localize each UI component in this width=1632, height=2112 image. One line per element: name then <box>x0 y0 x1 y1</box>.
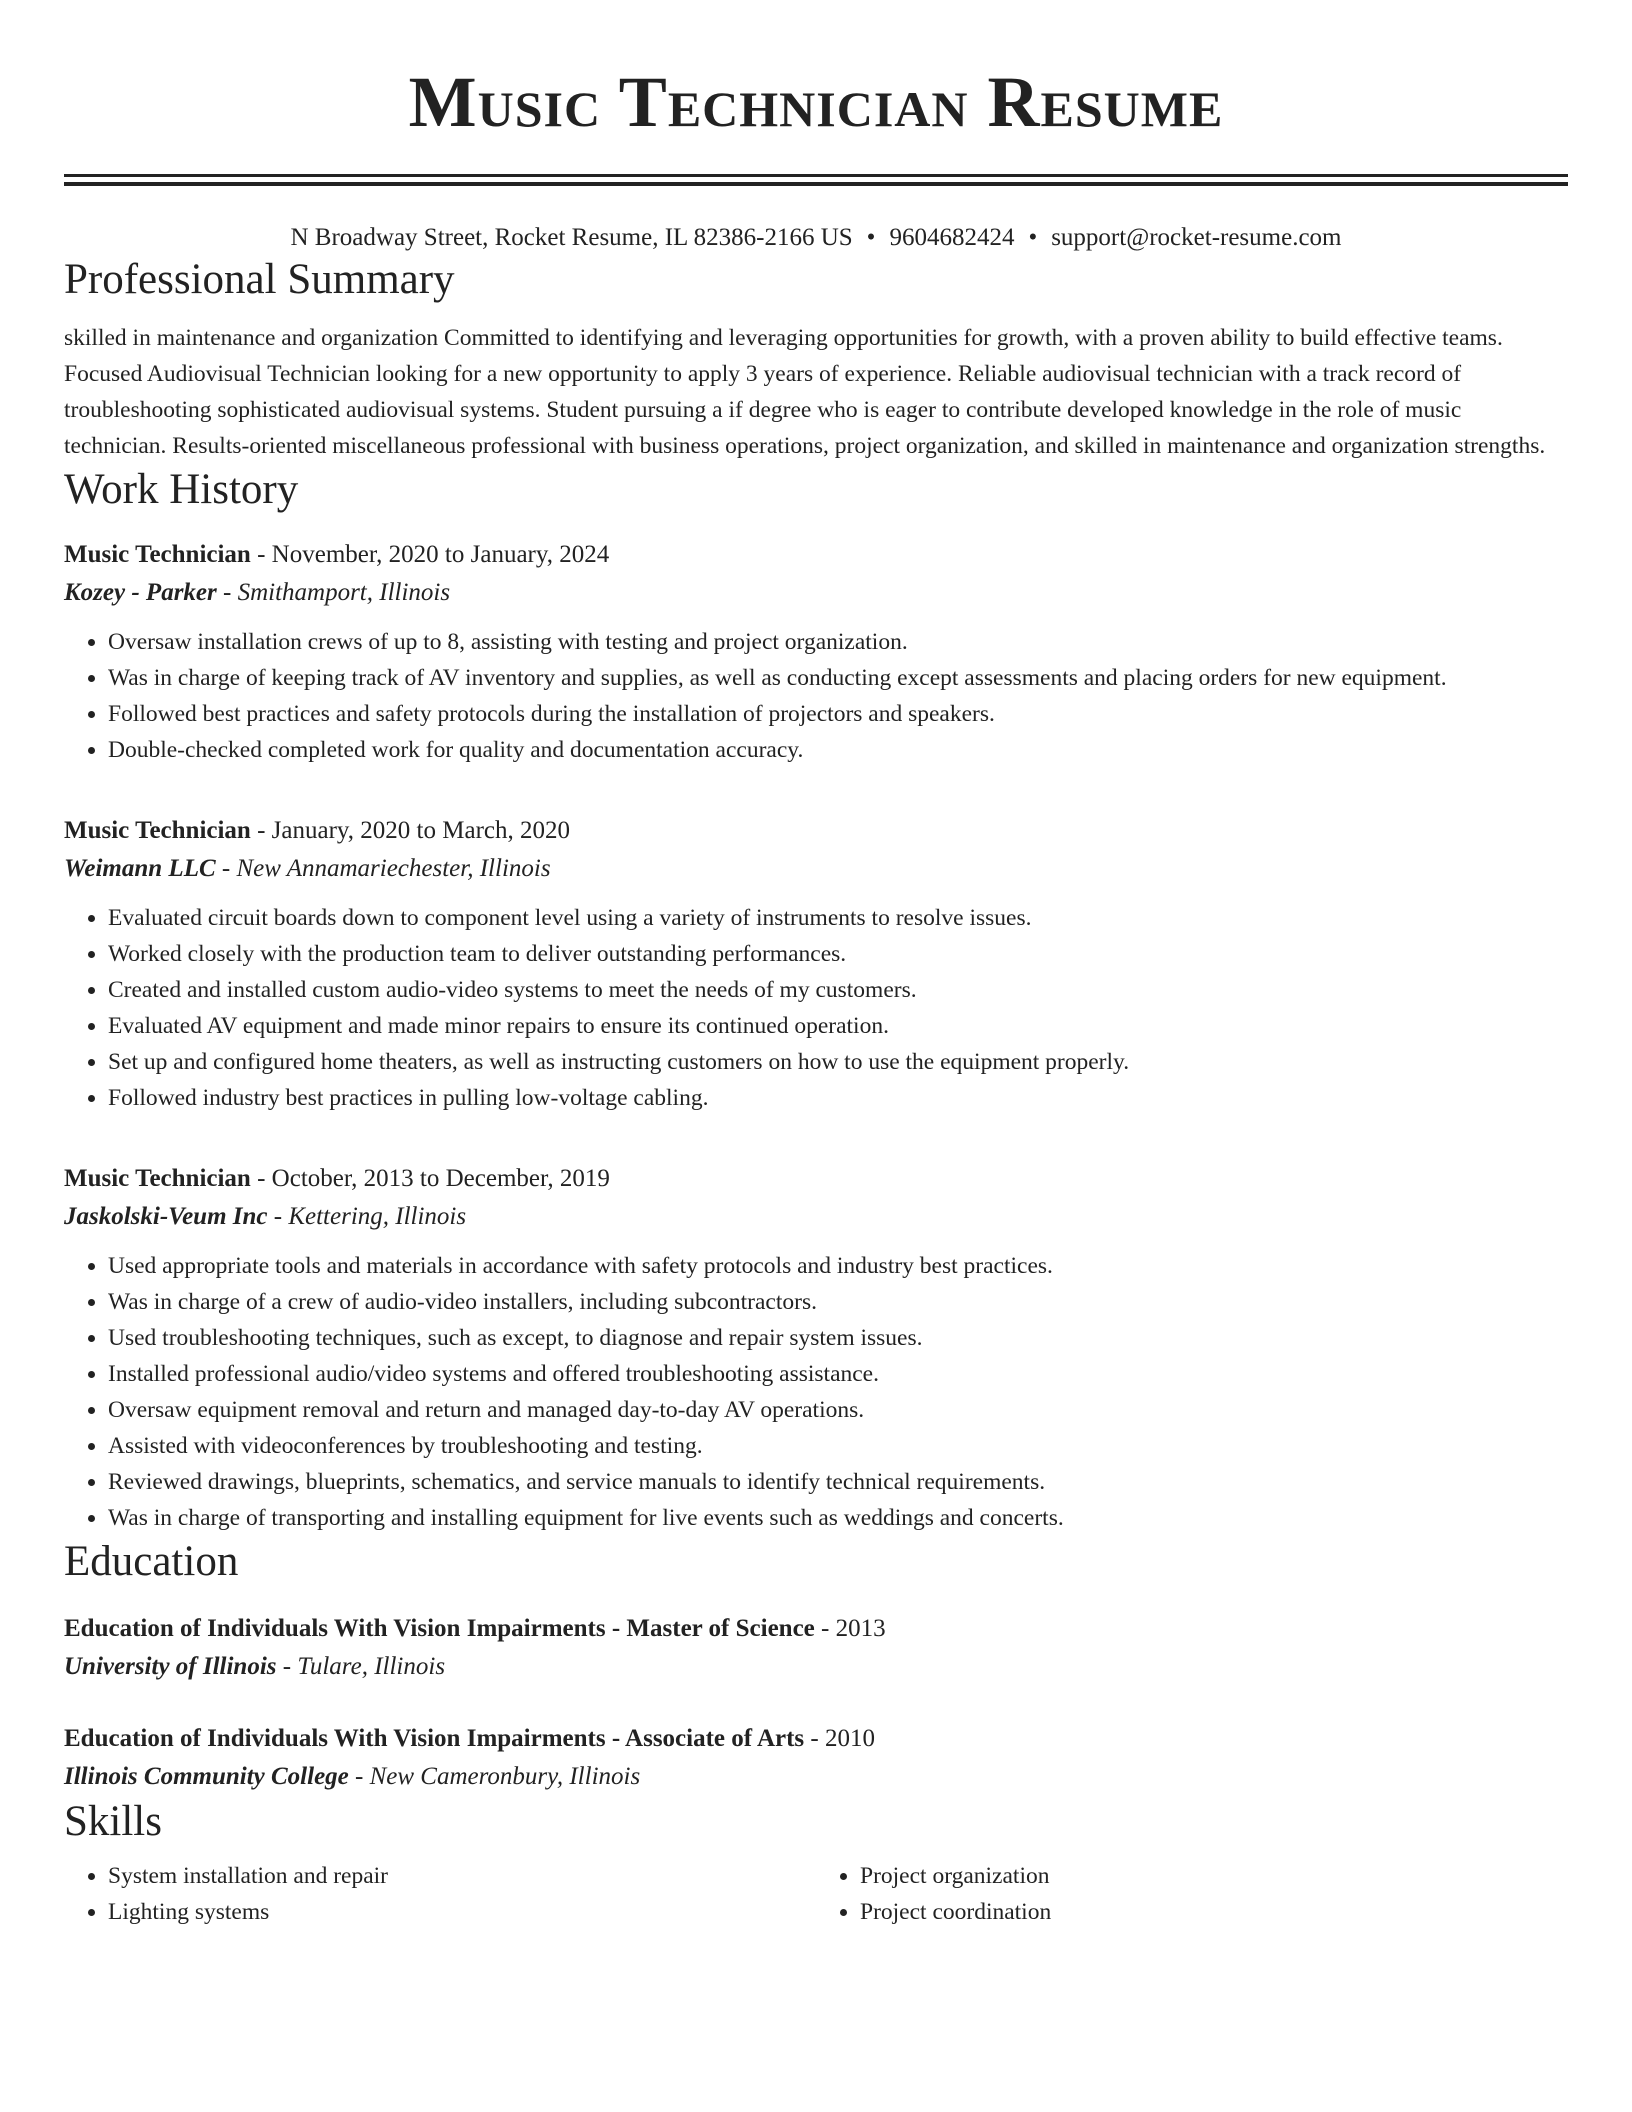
job-title: Music Technician <box>64 1165 251 1192</box>
education-entry <box>64 1610 1568 1686</box>
list-item: • Evaluated AV equipment and made minor repairs to ensure its continued operation. <box>108 1008 1568 1044</box>
work-history-heading: Work History <box>64 466 299 513</box>
skills-heading: Skills <box>64 1798 162 1845</box>
summary-text: skilled in maintenance and organization Committed to identifying and leveraging opportunities for growth, with a proven ability to build effective teams. Focused Audiovisual Technician looking for a new opportunity to apply 3 years of experience. Reliable audiovisual technician with a track record of troubleshooting sophisticated audiovisual systems. Student pursuing a if degree who is eager to contribute developed knowledge in the role of music technician. Results-oriented miscellaneous professional with business operations, project organization, and skilled in maintenance and organization strengths. <box>64 325 1546 459</box>
company-line <box>64 1198 1568 1236</box>
company-name: Jaskolski-Veum Inc <box>64 1203 268 1230</box>
degree-line <box>64 1610 1568 1648</box>
list-item: • Used troubleshooting techniques, such as except, to diagnose and repair system issues. <box>108 1320 1568 1356</box>
degree-line <box>64 1720 1568 1758</box>
job-dates: - October, 2013 to December, 2019 <box>250 1165 610 1192</box>
list-item: • Oversaw equipment removal and return and managed day-to-day AV operations. <box>108 1392 1568 1428</box>
degree-year: - 2010 <box>804 1725 875 1752</box>
list-item: • Reviewed drawings, blueprints, schematics, and service manuals to identify technical requirements. <box>108 1464 1568 1500</box>
list-item: • Oversaw installation crews of up to 8, assisting with testing and project organization. <box>108 624 1568 660</box>
school-name: University of Illinois <box>64 1653 277 1680</box>
company-line <box>64 574 1568 612</box>
job-title-line <box>64 1160 1568 1198</box>
job-bullets <box>64 1248 1568 1536</box>
company-location: - New Annamariechester, Illinois <box>215 855 551 882</box>
skills-right-column <box>816 1858 1568 1930</box>
list-item: • Worked closely with the production team to deliver outstanding performances. <box>108 936 1568 972</box>
list-item: • Followed industry best practices in pulling low-voltage cabling. <box>108 1080 1568 1116</box>
job-title-line <box>64 812 1568 850</box>
list-item: • Evaluated circuit boards down to component level using a variety of instruments to resolve issues. <box>108 900 1568 936</box>
skills-columns <box>64 1858 1568 1930</box>
job-bullets <box>64 900 1568 1116</box>
education-entry <box>64 1720 1568 1796</box>
list-item: • Installed professional audio/video systems and offered troubleshooting assistance. <box>108 1356 1568 1392</box>
job-entry <box>64 1160 1568 1536</box>
school-line <box>64 1758 1568 1796</box>
resume-title: Music Technician Resume <box>408 62 1224 142</box>
job-entry <box>64 536 1568 768</box>
education-heading: Education <box>64 1538 239 1585</box>
job-bullets <box>64 624 1568 768</box>
summary-heading: Professional Summary <box>64 256 455 303</box>
job-title: Music Technician <box>64 817 251 844</box>
job-dates: - January, 2020 to March, 2020 <box>250 817 570 844</box>
school-location: - New Cameronbury, Illinois <box>348 1763 641 1790</box>
company-name: Weimann LLC <box>64 855 216 882</box>
title-double-rule <box>64 174 1568 186</box>
school-name: Illinois Community College <box>64 1763 349 1790</box>
company-name: Kozey - Parker <box>64 579 217 606</box>
company-line <box>64 850 1568 888</box>
contact-separator: • <box>1028 224 1038 251</box>
contact-separator: • <box>866 224 876 251</box>
skill-item: • Lighting systems <box>108 1894 816 1930</box>
contact-email: support@rocket-resume.com <box>1051 224 1342 251</box>
skill-item: • System installation and repair <box>108 1858 816 1894</box>
list-item: • Set up and configured home theaters, as well as instructing customers on how to use the equipment properly. <box>108 1044 1568 1080</box>
degree-name: Education of Individuals With Vision Impairments - Associate of Arts <box>64 1725 805 1752</box>
skills-left-column <box>64 1858 816 1930</box>
company-location: - Kettering, Illinois <box>267 1203 467 1230</box>
job-title: Music Technician <box>64 541 251 568</box>
job-title-line <box>64 536 1568 574</box>
school-line <box>64 1648 1568 1686</box>
school-location: - Tulare, Illinois <box>276 1653 446 1680</box>
degree-name: Education of Individuals With Vision Impairments - Master of Science <box>64 1615 815 1642</box>
company-location: - Smithamport, Illinois <box>216 579 451 606</box>
contact-line <box>64 222 1568 254</box>
list-item: • Used appropriate tools and materials in accordance with safety protocols and industry best practices. <box>108 1248 1568 1284</box>
contact-phone: 9604682424 <box>889 224 1015 251</box>
list-item: • Was in charge of transporting and installing equipment for live events such as weddings and concerts. <box>108 1500 1568 1536</box>
list-item: • Followed best practices and safety protocols during the installation of projectors and speakers. <box>108 696 1568 732</box>
skill-item: • Project coordination <box>860 1894 1568 1930</box>
list-item: • Was in charge of a crew of audio-video installers, including subcontractors. <box>108 1284 1568 1320</box>
skill-item: • Project organization <box>860 1858 1568 1894</box>
list-item: • Was in charge of keeping track of AV inventory and supplies, as well as conducting except assessments and placing orders for new equipment. <box>108 660 1568 696</box>
list-item: • Double-checked completed work for quality and documentation accuracy. <box>108 732 1568 768</box>
job-entry <box>64 812 1568 1116</box>
list-item: • Assisted with videoconferences by troubleshooting and testing. <box>108 1428 1568 1464</box>
contact-address: N Broadway Street, Rocket Resume, IL 82386-2166 US <box>290 224 853 251</box>
list-item: • Created and installed custom audio-video systems to meet the needs of my customers. <box>108 972 1568 1008</box>
degree-year: - 2013 <box>814 1615 886 1642</box>
job-dates: - November, 2020 to January, 2024 <box>250 541 610 568</box>
